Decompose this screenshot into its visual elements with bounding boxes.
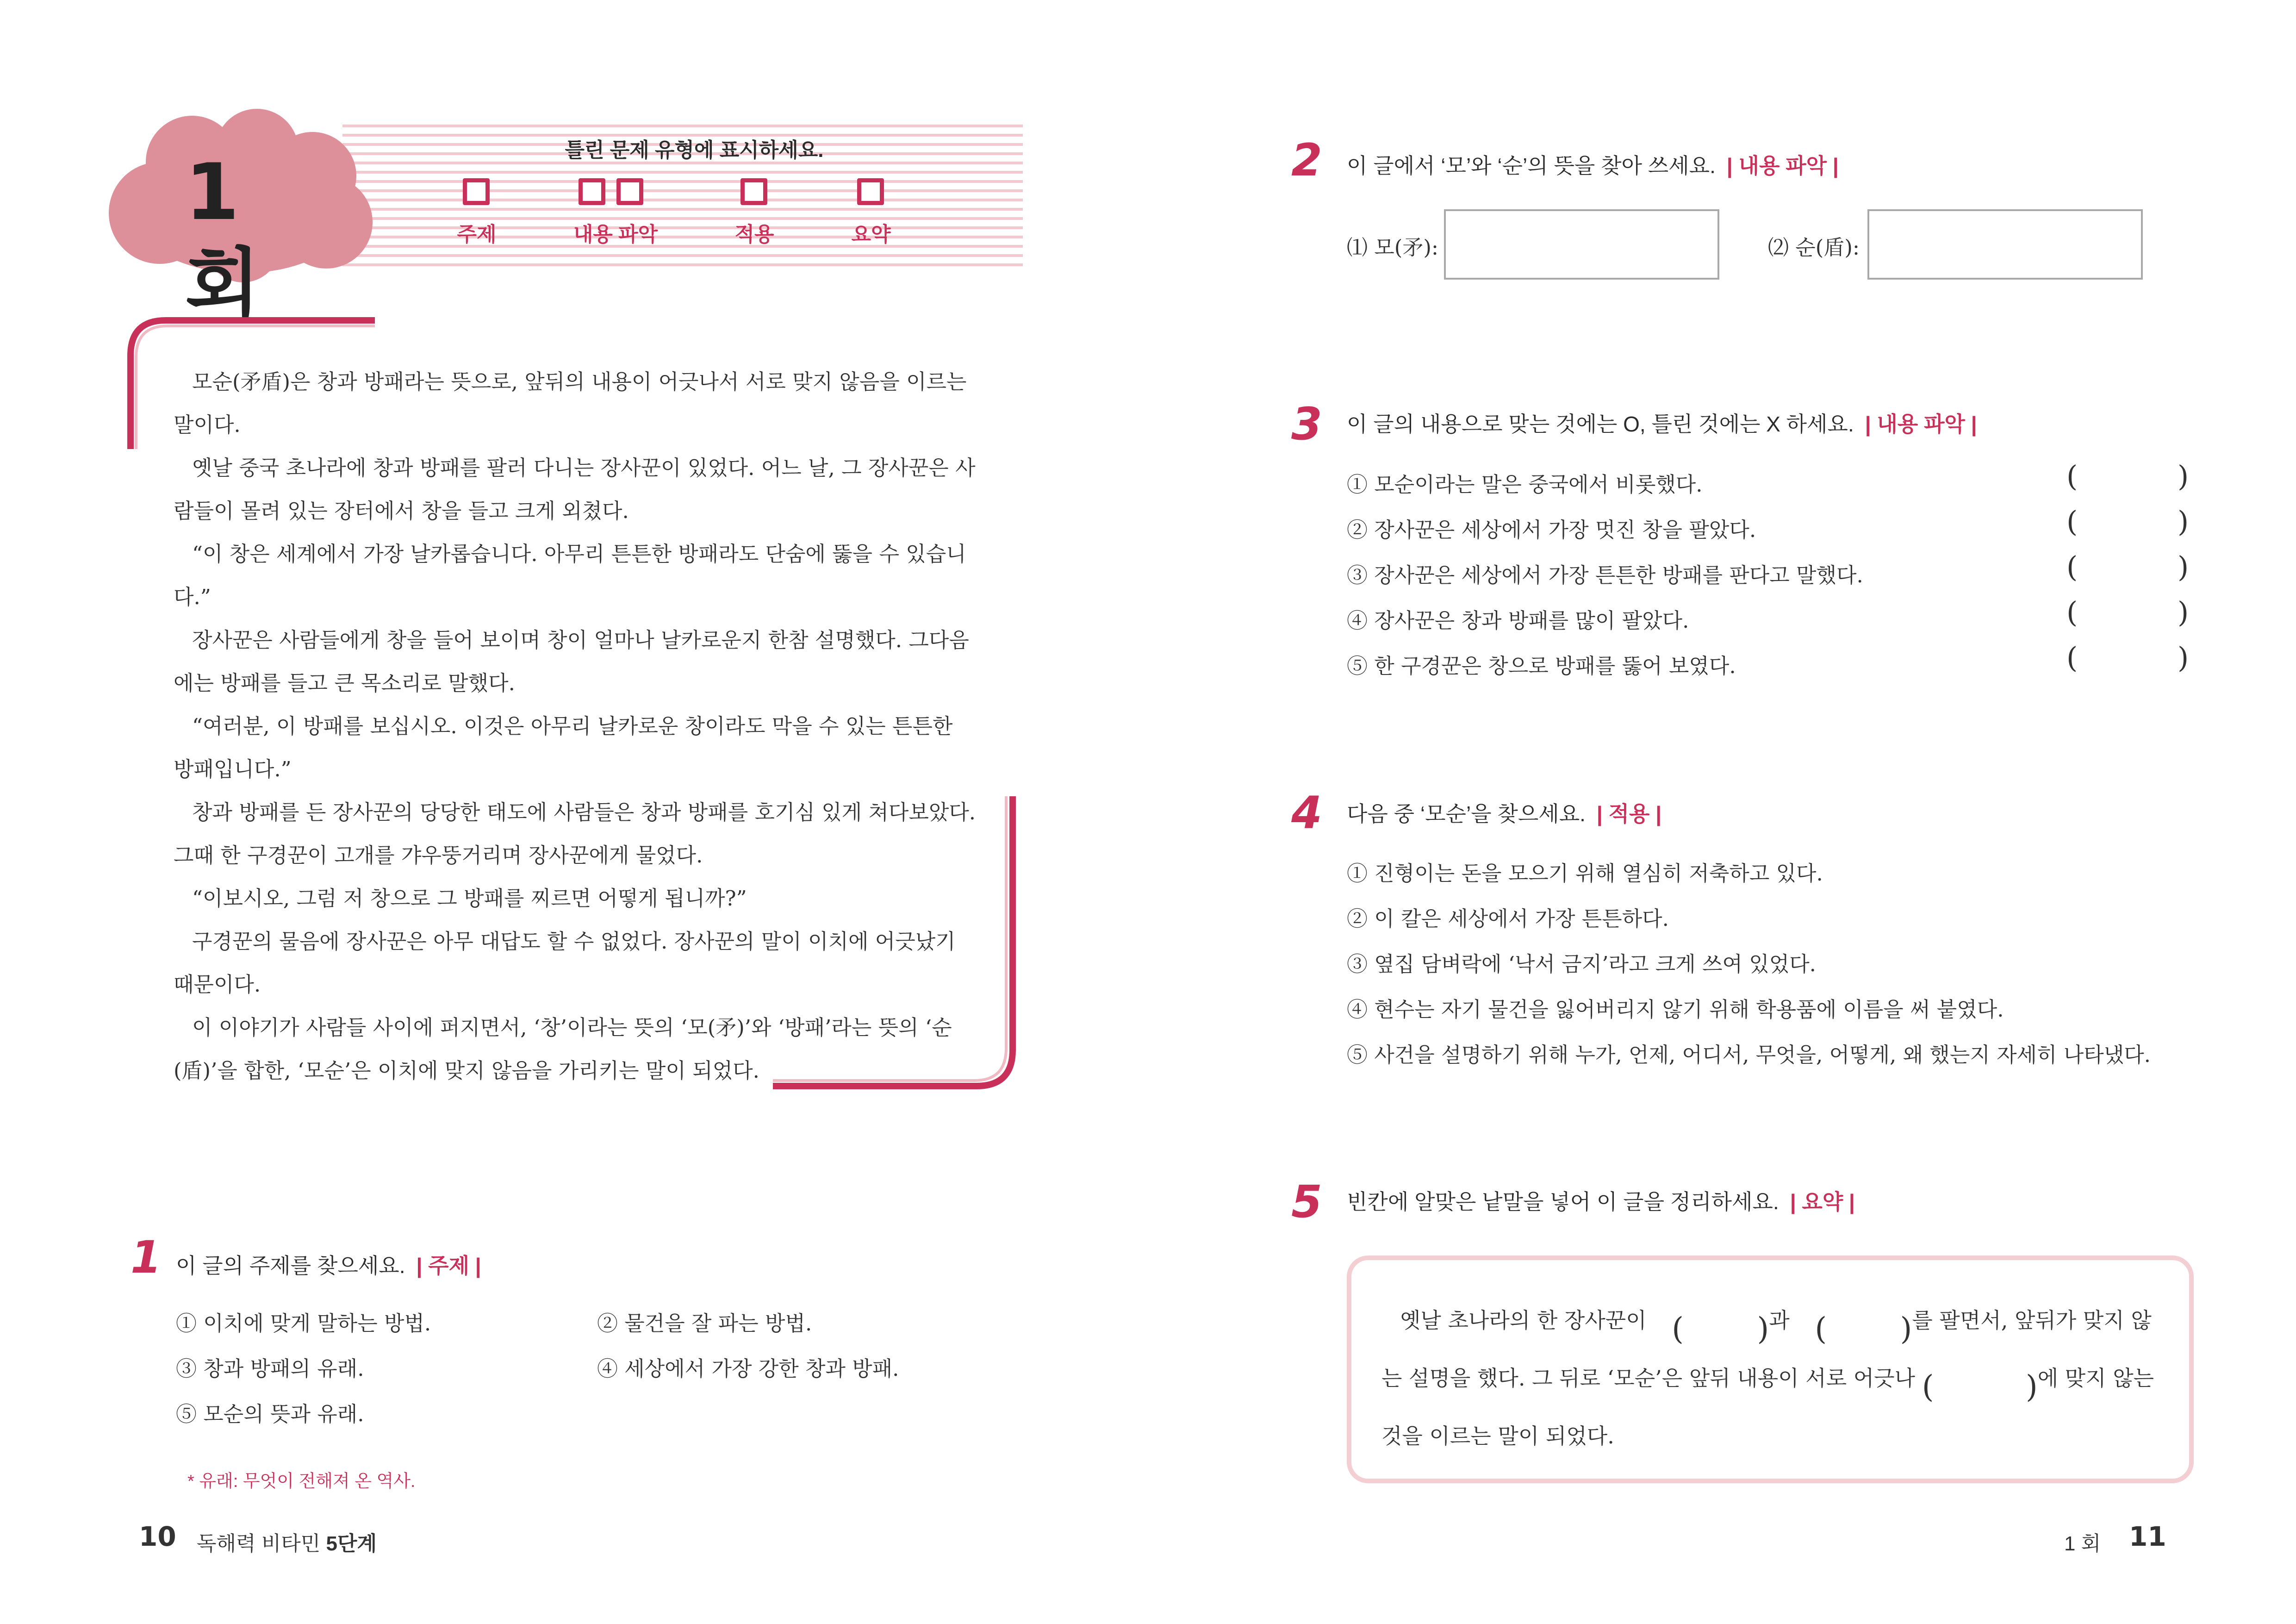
checkbox-theme[interactable] <box>463 178 490 205</box>
question-2-type: | 내용 파악 | <box>1726 154 1839 178</box>
right-page-number: 11 <box>2129 1521 2166 1552</box>
passage-paragraph: 이 이야기가 사람들 사이에 퍼지면서, ‘창’이라는 뜻의 ‘모(矛)’와 ‘방패’라는 뜻의 ‘순(盾)’을 합한, ‘모순’은 이치에 맞지 않음을 가리키는 말이 되었다. <box>174 1015 952 1083</box>
question-4-type: | 적용 | <box>1596 802 1662 826</box>
q2-label-1: ⑴ 모(矛): <box>1347 235 1439 260</box>
question-1-text <box>176 1249 481 1280</box>
q3-answer-close-3: ) <box>2178 550 2189 584</box>
q3-answer-close-5: ) <box>2178 641 2189 675</box>
passage-quote: “이 창은 세계에서 가장 날카롭습니다. 아무리 튼튼한 방패라도 단숨에 뚫을 수 있습니다.” <box>174 542 966 609</box>
q3-answer-close-4: ) <box>2178 595 2189 629</box>
q3-answer-open-4: ( <box>2066 595 2078 629</box>
summary-part-5: 에 맞지 않는 <box>2037 1366 2154 1391</box>
q3-item-4: ④ 장사꾼은 창과 방패를 많이 팔았다. <box>1347 608 1689 633</box>
passage-paragraph: 모순(矛盾)은 창과 방패라는 뜻으로, 앞뒤의 내용이 어긋나서 서로 맞지 않음을 이르는 말이다. <box>174 369 967 437</box>
q1-option-2[interactable]: ② 물건을 잘 파는 방법. <box>597 1311 812 1336</box>
q3-answer-open-1: ( <box>2066 459 2078 493</box>
question-5-number: 5 <box>1291 1176 1322 1228</box>
q1-option-5[interactable]: ⑤ 모순의 뜻과 유래. <box>176 1402 364 1426</box>
question-5-prompt: 빈칸에 알맞은 낱말을 넣어 이 글을 정리하세요. <box>1347 1190 1779 1214</box>
checkbox-content-1[interactable] <box>579 178 605 205</box>
question-3-prompt: 이 글의 내용으로 맞는 것에는 O, 틀린 것에는 X 하세요. <box>1347 412 1854 436</box>
summary-text <box>1381 1292 2168 1465</box>
passage-quote: “이보시오, 그럼 저 창으로 그 방패를 찌르면 어떻게 됩니까?” <box>192 886 747 911</box>
checkbox-summary[interactable] <box>857 178 884 205</box>
q1-option-1[interactable]: ① 이치에 맞게 말하는 방법. <box>176 1311 431 1336</box>
question-2-number: 2 <box>1291 134 1322 186</box>
round-number: 1회 <box>185 147 257 330</box>
summary-part-3: 를 팔면서, 앞뒤가 맞지 않 <box>1912 1308 2152 1333</box>
question-2-prompt: 이 글에서 ‘모’와 ‘순’의 뜻을 찾아 쓰세요. <box>1347 154 1716 178</box>
q1-option-4[interactable]: ④ 세상에서 가장 강한 창과 방패. <box>597 1356 899 1381</box>
summary-part-4: 는 설명을 했다. 그 뒤로 ‘모순’은 앞뒤 내용이 서로 어긋나 <box>1381 1366 1916 1391</box>
question-5-text <box>1347 1185 1855 1216</box>
q3-item-3: ③ 장사꾼은 세상에서 가장 튼튼한 방패를 판다고 말했다. <box>1347 563 1863 587</box>
q4-option-2[interactable]: ② 이 칼은 세상에서 가장 튼튼하다. <box>1347 906 1669 931</box>
q3-answer-close-1: ) <box>2178 459 2189 493</box>
question-4-prompt: 다음 중 ‘모순’을 찾으세요. <box>1347 802 1586 826</box>
round-footer: 1 회 <box>2064 1532 2101 1555</box>
q3-item-2: ② 장사꾼은 세상에서 가장 멋진 창을 팔았다. <box>1347 518 1756 542</box>
q4-option-1[interactable]: ① 진형이는 돈을 모으기 위해 열심히 저축하고 있다. <box>1347 861 1823 886</box>
book-title <box>197 1527 377 1556</box>
checkbox-apply[interactable] <box>740 178 767 205</box>
passage-paragraph: 옛날 중국 초나라에 창과 방패를 팔러 다니는 장사꾼이 있었다. 어느 날, 그 장사꾼은 사람들이 몰려 있는 장터에서 창을 들고 크게 외쳤다. <box>174 456 976 523</box>
category-apply: 적용 <box>734 223 774 246</box>
summary-blank-3[interactable]: ( ) <box>1922 1369 2038 1405</box>
question-3-text <box>1347 407 1977 438</box>
passage-paragraph: 장사꾼은 사람들에게 창을 들어 보이며 창이 얼마나 날카로운지 한참 설명했다. 그다음에는 방패를 들고 큰 목소리로 말했다. <box>174 628 969 695</box>
question-1-type: | 주제 | <box>416 1254 481 1278</box>
book-title-text: 독해력 비타민 <box>197 1532 321 1555</box>
question-1-number: 1 <box>131 1231 162 1283</box>
q4-option-4[interactable]: ④ 현수는 자기 물건을 잃어버리지 않기 위해 학용품에 이름을 써 붙였다. <box>1347 997 2004 1022</box>
q2-label-2: ⑵ 순(盾): <box>1768 235 1860 260</box>
footnote: * 유래: 무엇이 전해져 온 역사. <box>187 1472 416 1491</box>
summary-part-6: 것을 이르는 말이 되었다. <box>1381 1424 1614 1449</box>
category-summary: 요약 <box>851 223 891 246</box>
q1-option-3[interactable]: ③ 창과 방패의 유래. <box>176 1356 364 1381</box>
question-1-prompt: 이 글의 주제를 찾으세요. <box>176 1254 405 1278</box>
q2-answer-box-2[interactable] <box>1867 209 2143 280</box>
category-content: 내용 파악 <box>573 223 658 246</box>
mark-instruction: 틀린 문제 유형에 표시하세요. <box>565 139 824 162</box>
q3-answer-open-3: ( <box>2066 550 2078 584</box>
question-3-number: 3 <box>1291 398 1322 450</box>
q3-answer-close-2: ) <box>2178 505 2189 538</box>
book-level: 5단계 <box>326 1532 377 1555</box>
q4-option-5[interactable]: ⑤ 사건을 설명하기 위해 누가, 언제, 어디서, 무엇을, 어떻게, 왜 했는지 자세히 나타냈다. <box>1347 1043 2151 1067</box>
left-page-number: 10 <box>139 1521 176 1552</box>
category-theme: 주제 <box>457 223 497 246</box>
q3-item-1: ① 모순이라는 말은 중국에서 비롯했다. <box>1347 472 1703 497</box>
summary-part-1: 옛날 초나라의 한 장사꾼이 <box>1400 1308 1647 1333</box>
q3-answer-open-2: ( <box>2066 505 2078 538</box>
q3-item-5: ⑤ 한 구경꾼은 창으로 방패를 뚫어 보였다. <box>1347 654 1736 678</box>
q2-answer-box-1[interactable] <box>1444 209 1719 280</box>
checkbox-content-2[interactable] <box>616 178 643 205</box>
passage-paragraph: 창과 방패를 든 장사꾼의 당당한 태도에 사람들은 창과 방패를 호기심 있게 쳐다보았다. 그때 한 구경꾼이 고개를 갸우뚱거리며 장사꾼에게 물었다. <box>174 800 976 868</box>
question-4-number: 4 <box>1291 787 1322 839</box>
summary-blank-2[interactable]: ( ) <box>1815 1311 1912 1347</box>
question-5-type: | 요약 | <box>1790 1190 1855 1214</box>
q3-answer-open-5: ( <box>2066 641 2078 675</box>
passage <box>174 360 977 1092</box>
q4-option-3[interactable]: ③ 옆집 담벼락에 ‘낙서 금지’라고 크게 쓰여 있었다. <box>1347 952 1816 976</box>
question-2-text <box>1347 149 1839 180</box>
passage-paragraph: 구경꾼의 물음에 장사꾼은 아무 대답도 할 수 없었다. 장사꾼의 말이 이치에 어긋났기 때문이다. <box>174 929 956 997</box>
summary-blank-1[interactable]: ( ) <box>1672 1311 1769 1347</box>
question-3-type: | 내용 파악 | <box>1865 412 1977 436</box>
summary-part-2: 과 <box>1769 1308 1790 1333</box>
passage-quote: “여러분, 이 방패를 보십시오. 이것은 아무리 날카로운 창이라도 막을 수 있는 튼튼한 방패입니다.” <box>174 714 953 781</box>
question-4-text <box>1347 797 1661 828</box>
